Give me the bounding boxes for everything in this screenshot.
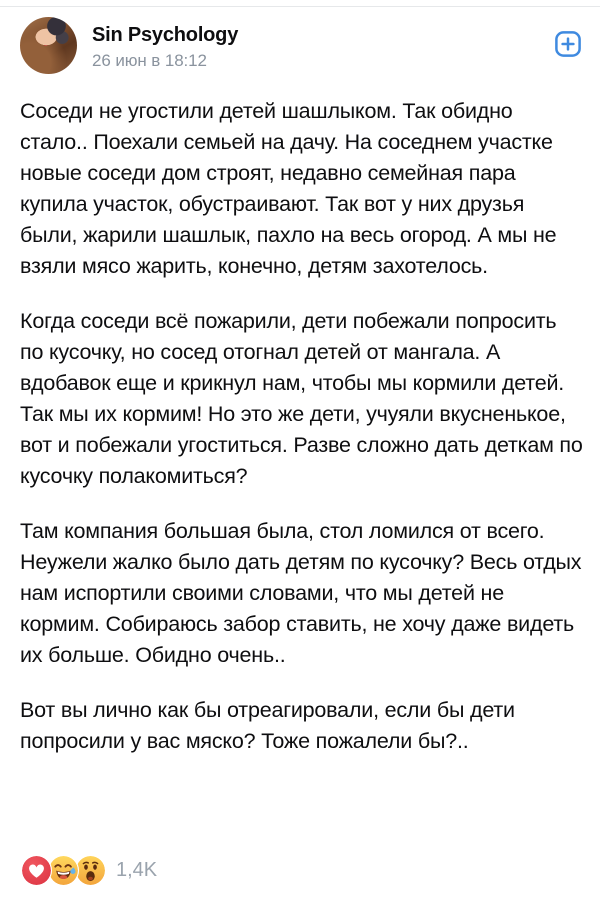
post-text — [0, 96, 600, 757]
reactions-count: 1,4K — [116, 859, 158, 881]
author-avatar[interactable] — [20, 17, 77, 74]
post-header — [0, 0, 600, 74]
subscribe-button[interactable] — [554, 30, 582, 58]
post-paragraph-4: Вот вы лично как бы отреагировали, если бы дети попросили у вас мяско? Тоже пожалели бы?.. — [20, 698, 515, 753]
post-paragraph-1: Соседи не угостили детей шашлыком. Так обидно стало.. Поехали семьей на дачу. На соседнем участке новые соседи дом строят, недавно семейная пара купила участок, обустраивают. Так вот у них друзья были, жарили шашлык, пахло на весь огород. А мы не взяли мясо жарить, конечно, детям захотелось. — [20, 99, 557, 278]
post-paragraph-2: Когда соседи всё пожарили, дети побежали попросить по кусочку, но сосед отогнал детей от мангала. А вдобавок еще и крикнул нам, чтобы мы кормили детей. Так мы их кормим! Но это же дети, учуяли вкусненькое, вот и побежали угоститься. Разве сложно дать деткам по кусочку полакомиться? — [20, 309, 583, 488]
reactions-summary[interactable] — [21, 855, 157, 886]
heart-reaction-icon — [21, 855, 52, 886]
post-date[interactable]: 26 июн в 18:12 — [92, 51, 207, 70]
laughing-reaction-icon — [48, 855, 79, 886]
author-name[interactable]: Sin Psychology — [92, 24, 239, 46]
post-meta — [92, 17, 238, 71]
plus-icon — [554, 30, 582, 58]
post-paragraph-3: Там компания большая была, стол ломился от всего. Неужели жалко было дать детям по кусочку? Весь отдых нам испортили своими словами, что мы детей не кормим. Собираюсь забор ставить, не хочу даже видеть их больше. Обидно очень.. — [20, 519, 582, 667]
surprised-reaction-icon — [75, 855, 106, 886]
top-divider — [0, 6, 600, 7]
